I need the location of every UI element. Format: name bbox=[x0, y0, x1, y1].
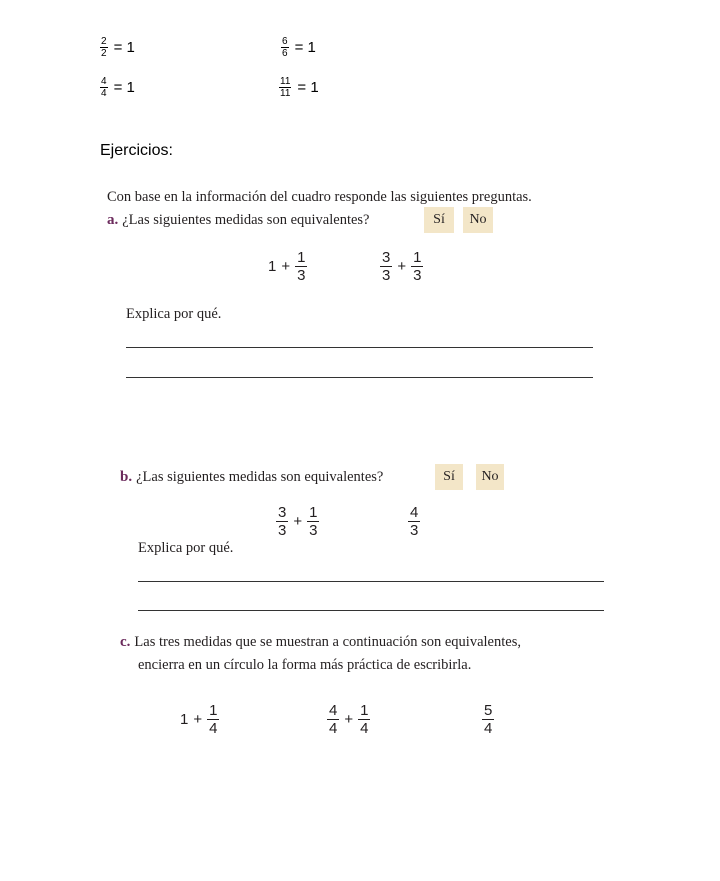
question-text: Las tres medidas que se muestran a continuación son equivalentes, bbox=[134, 634, 521, 650]
answer-line-a1[interactable] bbox=[126, 347, 593, 348]
question-text: ¿Las siguientes medidas son equivalentes? bbox=[136, 469, 384, 485]
fraction: $\frac{1}{4}$ bbox=[209, 702, 218, 737]
fraction: $\frac{1}{4}$ bbox=[360, 702, 369, 737]
question-text: ¿Las siguientes medidas son equivalentes? bbox=[122, 212, 370, 228]
fraction: $\frac{1}{3}$ bbox=[297, 249, 306, 284]
fraction: $\frac{5}{4}$ bbox=[484, 702, 493, 737]
fraction: $\frac{3}{3}$ bbox=[382, 249, 391, 284]
fraction: $\frac{3}{3}$ bbox=[278, 504, 287, 539]
intro-text: Con base en la información del cuadro responde las siguientes preguntas. bbox=[107, 189, 532, 205]
fraction: $\frac{2}{2}$ bbox=[101, 36, 107, 59]
exercises-heading: Ejercicios: bbox=[100, 142, 173, 159]
equation-4-over-4: $\frac{4}{4}$ = 1 bbox=[101, 76, 135, 99]
equation-2-over-2: $\frac{2}{2}$ = 1 bbox=[101, 36, 135, 59]
question-c-line2: encierra en un círculo la forma más práctica de escribirla. bbox=[138, 657, 472, 673]
question-c bbox=[120, 634, 521, 651]
fraction: $\frac{4}{4}$ bbox=[329, 702, 338, 737]
question-a bbox=[107, 212, 370, 229]
answer-line-a2[interactable] bbox=[126, 377, 593, 378]
expression-c3[interactable] bbox=[482, 702, 494, 737]
fraction: $\frac{4}{4}$ bbox=[101, 76, 107, 99]
explain-label-b: Explica por qué. bbox=[138, 540, 234, 556]
expression-a2: $\frac{3}{3}$ + $\frac{1}{3}$ bbox=[382, 249, 422, 284]
expression-c2[interactable]: $\frac{4}{4}$ + $\frac{1}{4}$ bbox=[329, 702, 369, 737]
expression-b2 bbox=[408, 504, 420, 539]
answer-no-b[interactable]: No bbox=[476, 464, 504, 490]
item-letter: b. bbox=[120, 469, 133, 485]
explain-label-a: Explica por qué. bbox=[126, 306, 222, 322]
item-letter: a. bbox=[107, 212, 119, 228]
fraction: $\frac{1}{3}$ bbox=[309, 504, 318, 539]
answer-yes-b[interactable]: Sí bbox=[435, 464, 463, 490]
answer-no-a[interactable]: No bbox=[463, 207, 493, 233]
fraction: $\frac{11}{11}$ bbox=[280, 76, 291, 99]
answer-yes-a[interactable]: Sí bbox=[424, 207, 454, 233]
equation-6-over-6: $\frac{6}{6}$ = 1 bbox=[282, 36, 316, 59]
question-b bbox=[120, 469, 383, 486]
fraction: $\frac{4}{3}$ bbox=[410, 504, 419, 539]
fraction: $\frac{1}{3}$ bbox=[413, 249, 422, 284]
equation-11-over-11: $\frac{11}{11}$ = 1 bbox=[280, 76, 319, 99]
fraction: $\frac{6}{6}$ bbox=[282, 36, 288, 59]
item-letter: c. bbox=[120, 634, 131, 650]
expression-c1[interactable]: 1 + $\frac{1}{4}$ bbox=[180, 702, 218, 737]
expression-b1: $\frac{3}{3}$ + $\frac{1}{3}$ bbox=[278, 504, 318, 539]
answer-line-b2[interactable] bbox=[138, 610, 604, 611]
expression-a1: 1 + $\frac{1}{3}$ bbox=[268, 249, 306, 284]
answer-line-b1[interactable] bbox=[138, 581, 604, 582]
